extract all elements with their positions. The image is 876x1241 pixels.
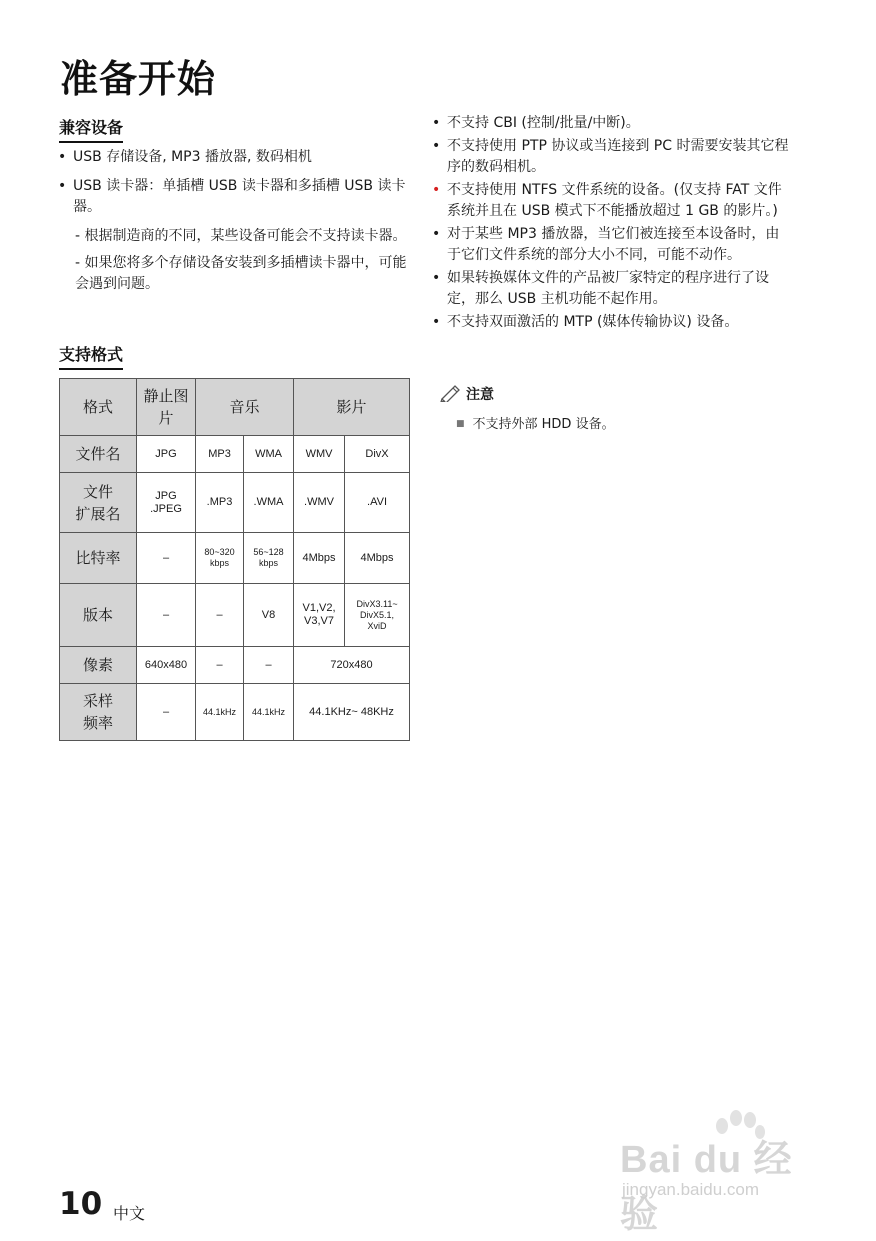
table-cell: .WMV [294, 473, 345, 533]
row-label: 文件 扩展名 [60, 473, 137, 533]
square-bullet-icon: ■ [456, 419, 465, 429]
list-item [432, 180, 792, 222]
list-item [58, 176, 408, 218]
table-cell: 4Mbps [294, 533, 345, 584]
list-item-text: 对于某些 MP3 播放器，当它们被连接至本设备时，由于它们文件系统的部分大小不同，可能不动作。 [447, 226, 780, 263]
table-cell: 720x480 [294, 647, 410, 684]
table-cell: 640x480 [137, 647, 196, 684]
table-cell: 4Mbps [345, 533, 410, 584]
note-item-text: 不支持外部 HDD 设备。 [472, 417, 615, 432]
table-cell: 56~128 kbps [244, 533, 294, 584]
table-cell: – [196, 647, 244, 684]
table-row [60, 684, 410, 741]
table-cell: JPG [137, 436, 196, 473]
note-heading-text: 注意 [466, 387, 494, 403]
note-item [456, 413, 615, 432]
note-heading [440, 384, 494, 404]
bullet-icon: • [58, 178, 67, 194]
list-item-text: 不支持双面激活的 MTP (媒体传输协议) 设备。 [447, 314, 739, 330]
table-cell: JPG .JPEG [137, 473, 196, 533]
table-cell: – [137, 684, 196, 741]
bullet-icon: • [58, 149, 67, 165]
list-item-text: USB 读卡器：单插槽 USB 读卡器和多插槽 USB 读卡器。 [73, 178, 406, 215]
bullet-icon: • [432, 115, 441, 131]
table-cell: 80~320 kbps [196, 533, 244, 584]
table-cell: – [137, 584, 196, 647]
bullet-icon: • [432, 226, 441, 242]
header-image: 静止图片 [137, 379, 196, 436]
table-row [60, 584, 410, 647]
list-item-text: 不支持使用 NTFS 文件系统的设备。(仅支持 FAT 文件系统并且在 USB 模式下不能播放超过 1 GB 的影片。) [447, 182, 782, 219]
list-item [432, 113, 792, 134]
compatible-devices-list [58, 147, 408, 301]
table-row [60, 647, 410, 684]
list-item-text: 如果转换媒体文件的产品被厂家特定的程序进行了设定，那么 USB 主机功能不起作用。 [447, 270, 769, 307]
table-row [60, 473, 410, 533]
header-video: 影片 [294, 379, 410, 436]
table-cell: MP3 [196, 436, 244, 473]
table-cell: WMA [244, 436, 294, 473]
table-cell: 44.1KHz~ 48KHz [294, 684, 410, 741]
watermark-brand: Bai du 经验 [620, 1139, 793, 1236]
sub-item: - 根据制造商的不同，某些设备可能会不支持读卡器。 [75, 228, 407, 244]
list-item [58, 147, 408, 168]
table-row [60, 533, 410, 584]
table-cell: – [137, 533, 196, 584]
table-cell: V1,V2, V3,V7 [294, 584, 345, 647]
usb-notices-list [432, 113, 792, 335]
table-row [60, 436, 410, 473]
table-cell: – [196, 584, 244, 647]
table-cell: V8 [244, 584, 294, 647]
table-cell: – [244, 647, 294, 684]
table-cell: 44.1kHz [244, 684, 294, 741]
pencil-note-icon [440, 384, 462, 402]
table-cell: .AVI [345, 473, 410, 533]
row-label: 像素 [60, 647, 137, 684]
page-number: 10 [59, 1186, 103, 1222]
list-item-text: 不支持使用 PTP 协议或当连接到 PC 时需要安装其它程序的数码相机。 [447, 138, 789, 175]
header-music: 音乐 [196, 379, 294, 436]
bullet-icon: • [432, 138, 441, 154]
sub-item: - 如果您将多个存储设备安装到多插槽读卡器中，可能会遇到问题。 [75, 255, 407, 292]
bullet-icon: • [432, 270, 441, 286]
header-format: 格式 [60, 379, 137, 436]
row-label: 比特率 [60, 533, 137, 584]
table-cell: DivX3.11~ DivX5.1, XviD [345, 584, 410, 647]
table-cell: WMV [294, 436, 345, 473]
table-cell: .MP3 [196, 473, 244, 533]
bullet-icon: • [432, 182, 441, 198]
baidu-watermark [620, 1110, 830, 1236]
compatible-devices-heading: 兼容设备 [59, 115, 123, 143]
page-language: 中文 [113, 1204, 146, 1223]
table-cell: 44.1kHz [196, 684, 244, 741]
list-item-text: 不支持 CBI (控制/批量/中断)。 [447, 115, 640, 131]
supported-formats-table [59, 378, 410, 741]
table-cell: .WMA [244, 473, 294, 533]
page-title: 准备开始 [60, 57, 217, 101]
bullet-icon: • [432, 314, 441, 330]
watermark-url: jingyan.baidu.com [622, 1180, 760, 1199]
list-item [432, 268, 792, 310]
list-item [432, 312, 792, 333]
row-label: 采样 频率 [60, 684, 137, 741]
table-header-row [60, 379, 410, 436]
row-label: 文件名 [60, 436, 137, 473]
row-label: 版本 [60, 584, 137, 647]
table-cell: DivX [345, 436, 410, 473]
list-item [432, 224, 792, 266]
supported-formats-heading: 支持格式 [59, 342, 123, 370]
list-item-text: USB 存储设备, MP3 播放器, 数码相机 [73, 149, 312, 165]
list-item [432, 136, 792, 178]
